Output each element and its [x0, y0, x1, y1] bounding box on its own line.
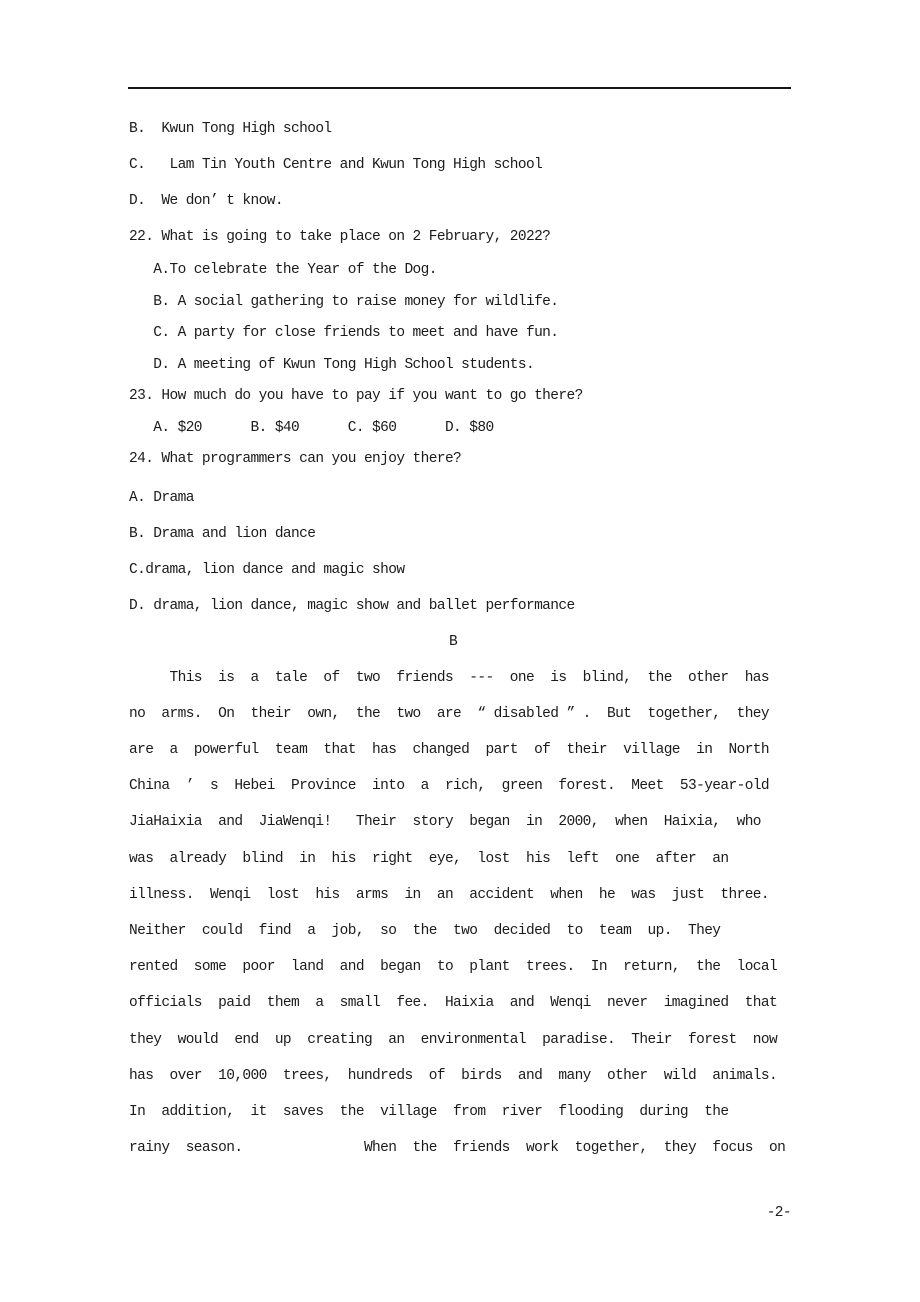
- text-line: officials paid them a small fee. Haixia and Wenqi never imagined that: [129, 995, 778, 1012]
- text-line: B. Drama and lion dance: [129, 525, 316, 542]
- text-line: A. $20 B. $40 C. $60 D. $80: [129, 419, 494, 436]
- text-line: D. A meeting of Kwun Tong High School students.: [129, 356, 535, 373]
- reading-passage: [129, 660, 791, 1167]
- text-line: 22. What is going to take place on 2 February, 2022?: [129, 229, 551, 245]
- text-line: C. A party for close friends to meet and have fun.: [129, 325, 559, 341]
- text-line: In addition, it saves the village from river flooding during the: [129, 1103, 729, 1120]
- page-content: [129, 111, 791, 1166]
- text-line: rainy season. When the friends work together, they focus on: [129, 1140, 786, 1157]
- text-line: B. A social gathering to raise money for wildlife.: [129, 293, 559, 310]
- text-line: D. We don’ t know.: [129, 193, 283, 209]
- text-line: China ’ s Hebei Province into a rich, green forest. Meet 53-year-old: [129, 778, 770, 795]
- question-21-options-tail-and-question-22-stem: [129, 111, 791, 255]
- text-line: they would end up creating an environmental paradise. Their forest now: [129, 1031, 778, 1048]
- text-line: 24. What programmers can you enjoy there?: [129, 451, 462, 467]
- text-line: rented some poor land and began to plant trees. In return, the local: [129, 959, 778, 976]
- question-22-options-and-questions-23-24: [129, 255, 791, 476]
- text-line: Neither could find a job, so the two decided to team up. They: [129, 922, 721, 939]
- text-line: JiaHaixia and JiaWenqi! Their story began in 2000, when Haixia, who: [129, 814, 761, 831]
- text-line: C. Lam Tin Youth Centre and Kwun Tong High school: [129, 157, 543, 173]
- text-line: has over 10,000 trees, hundreds of birds and many other wild animals.: [129, 1067, 778, 1084]
- page-number: -2-: [766, 1205, 791, 1221]
- text-line: This is a tale of two friends --- one is blind, the other has: [129, 669, 770, 686]
- text-line: D. drama, lion dance, magic show and ballet performance: [129, 597, 575, 614]
- text-line: 23. How much do you have to pay if you want to go there?: [129, 388, 583, 404]
- text-line: are a powerful team that has changed part of their village in North: [129, 741, 770, 758]
- text-line: illness. Wenqi lost his arms in an accident when he was just three.: [129, 886, 770, 903]
- text-line: was already blind in his right eye, lost his left one after an: [129, 850, 729, 867]
- text-line: no arms. On their own, the two are “ disabled ” . But together, they: [129, 705, 770, 722]
- text-line: C.drama, lion dance and magic show: [129, 561, 405, 578]
- text-line: B. Kwun Tong High school: [129, 121, 332, 137]
- question-24-options: [129, 480, 791, 624]
- text-line: A. Drama: [129, 489, 194, 506]
- text-line: A.To celebrate the Year of the Dog.: [129, 262, 437, 278]
- passage-section-label: B: [448, 633, 458, 650]
- header-horizontal-rule: [128, 87, 791, 89]
